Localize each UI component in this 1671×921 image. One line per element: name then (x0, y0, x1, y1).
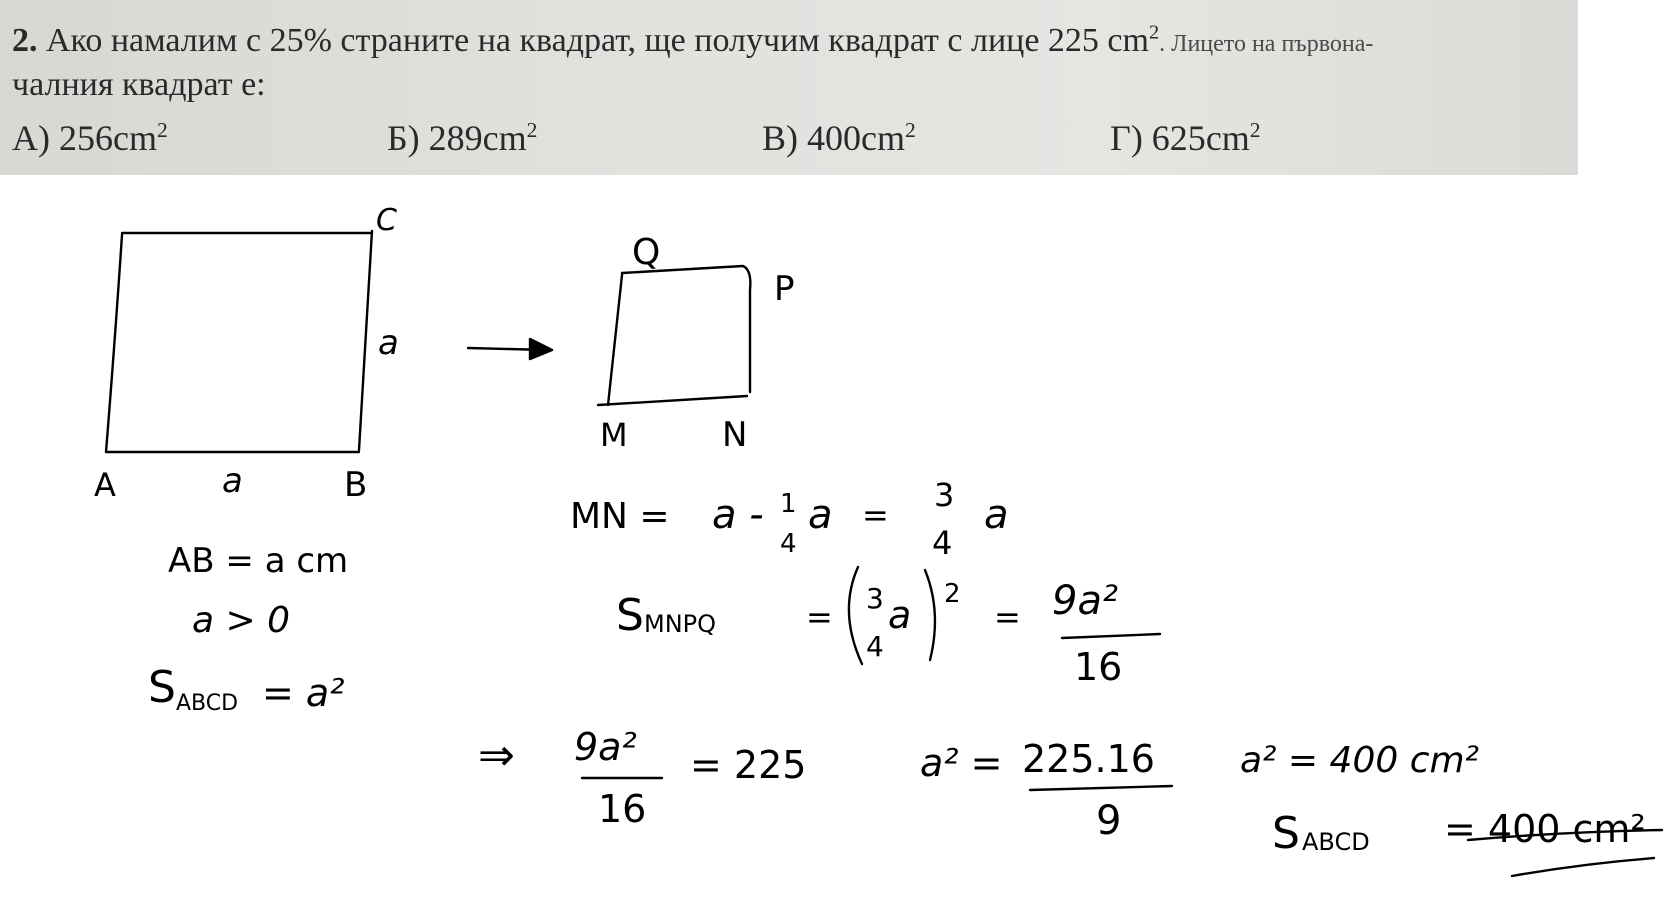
label-side-a: a (378, 323, 399, 363)
area-paren-num: 3 (866, 582, 884, 615)
area-eq: = (806, 598, 833, 636)
final-eq: = 225 (690, 743, 807, 787)
mn-var: a (808, 492, 833, 538)
final-result-2: = 400 cm² (1444, 807, 1646, 851)
final-s-sub: ABCD (1302, 828, 1370, 856)
problem-text: Ако намалим с 25% страните на квадрат, ще получим квадрат с лице 225 (46, 22, 1099, 59)
area-paren-var: a (888, 593, 912, 637)
final-s: S (1272, 808, 1300, 859)
problem-unit: $cm^2$ (1107, 21, 1160, 59)
area-s: S (616, 590, 644, 641)
final-frac-den: 16 (598, 787, 647, 831)
given-s: S (148, 662, 176, 713)
option-d: Г) $625cm^2$ (1110, 118, 1261, 158)
area-paren-exp: 2 (944, 579, 961, 609)
label-M: M (600, 416, 628, 454)
final-frac-num: 9a² (574, 725, 637, 769)
label-bottom-a: a (222, 461, 243, 501)
area-paren-den: 4 (866, 630, 884, 663)
mn-var2: a (984, 492, 1009, 538)
problem-number: 2. (12, 22, 38, 59)
mn-lhs: MN = (570, 496, 670, 537)
label-B: B (344, 465, 368, 505)
mn-frac1-num: 1 (780, 489, 797, 519)
given-area: = a² (262, 671, 345, 715)
given-ab: AB = a cm (168, 541, 349, 581)
label-A: A (94, 466, 116, 504)
label-N: N (722, 415, 748, 455)
area-eq2: = (994, 598, 1021, 636)
label-P: P (774, 269, 795, 309)
label-C: C (376, 203, 397, 238)
mn-frac2-den: 4 (932, 524, 953, 562)
mn-eq: = (862, 496, 889, 534)
given-s-sub: ABCD (176, 691, 239, 716)
mn-expr: a - (712, 492, 764, 538)
problem-line-2: чалния квадрат е: (12, 66, 266, 103)
area-sub: MNPQ (644, 610, 717, 638)
area-frac-den: 16 (1074, 645, 1123, 689)
option-a: А) $256cm^2$ (12, 118, 168, 158)
option-c: В) $400cm^2$ (762, 118, 916, 158)
problem-text-tail: . Лицето на първона- (1159, 31, 1374, 57)
final-a2-num: 225.16 (1022, 737, 1155, 781)
mn-frac2-num: 3 (934, 476, 955, 514)
area-frac-num: 9a² (1052, 578, 1118, 624)
small-square (598, 266, 750, 405)
final-result-1: a² = 400 cm² (1240, 740, 1479, 781)
option-b: Б) $289cm^2$ (387, 118, 538, 158)
big-square (106, 231, 372, 452)
label-Q: Q (632, 232, 661, 273)
implies-symbol: ⇒ (478, 730, 515, 781)
arrow-head (530, 339, 552, 359)
final-a2-den: 9 (1096, 798, 1122, 844)
mn-frac1-den: 4 (780, 529, 797, 559)
final-a2: a² = (920, 741, 1003, 785)
given-a-positive: a > 0 (192, 600, 291, 641)
